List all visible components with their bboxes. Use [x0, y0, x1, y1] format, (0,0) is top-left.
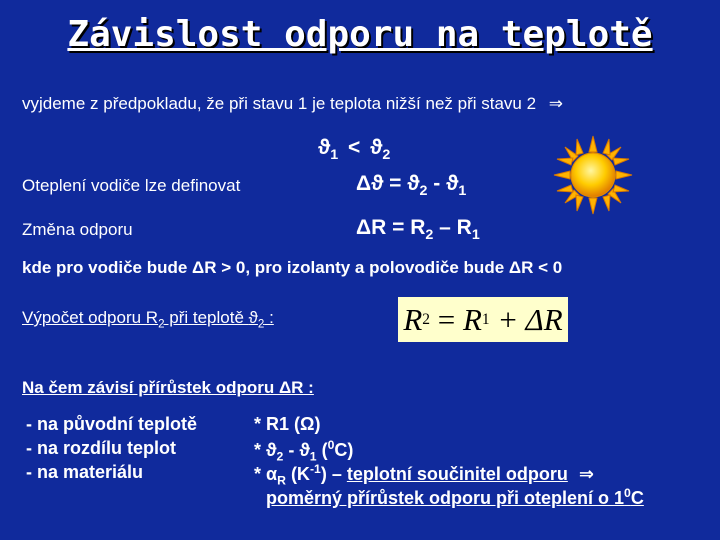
heating-equation: [356, 172, 466, 199]
implies-icon: ⇒: [578, 464, 594, 484]
temperature-condition: [318, 136, 390, 163]
formula-plus-delta: + ΔR: [489, 301, 563, 337]
delta-theta-prefix: Δϑ =: [356, 172, 408, 195]
list-item: - na původní teplotě: [26, 414, 197, 434]
factor-bullet: *: [254, 464, 267, 484]
factor-sub2: 2: [276, 449, 284, 464]
theta-symbol: ϑ: [299, 440, 310, 460]
condition-sub1: 1: [330, 147, 339, 164]
implies-icon: ⇒: [548, 94, 564, 113]
heating-sub2: 2: [419, 183, 428, 200]
delta-r-prefix: ΔR = R: [356, 216, 426, 239]
formula-r2-sub: 2: [422, 310, 430, 328]
definition-unit: C: [630, 488, 644, 508]
calc-heading: [22, 308, 274, 330]
resistance-change-label: Změna odporu: [22, 220, 133, 239]
formula-r2: R: [403, 301, 423, 337]
definition-text: poměrný přírůstek odporu při oteplení o 1: [266, 488, 625, 508]
calc-pre: Výpočet odporu R: [22, 308, 159, 327]
theta-symbol: ϑ: [446, 172, 459, 195]
alpha-symbol: α: [266, 464, 278, 484]
theta-symbol: ϑ: [248, 308, 258, 327]
theta-symbol: ϑ: [407, 172, 420, 195]
sun-icon: [552, 134, 634, 216]
resistance-change-equation: [356, 216, 480, 243]
coefficient-unit-exp: -1: [309, 462, 321, 476]
formula-box: [398, 297, 568, 342]
depends-heading: Na čem závisí přírůstek odporu ΔR :: [22, 378, 314, 397]
less-than-operator: <: [348, 136, 361, 159]
factor-resistance: * R1 (Ω): [254, 414, 321, 434]
coefficient-term: teplotní součinitel odporu: [346, 464, 568, 484]
factor-coefficient: [254, 462, 594, 488]
factor-degree: 0: [327, 438, 335, 452]
minus-r: – R: [433, 216, 472, 239]
heating-label: Oteplení vodiče lze definovat: [22, 176, 241, 195]
page-title: Závislost odporu na teplotě: [67, 14, 653, 55]
heating-sub1: 1: [458, 183, 467, 200]
condition-sub2: 2: [382, 147, 391, 164]
formula-equals: =: [430, 301, 463, 337]
coefficient-dash: ) –: [320, 464, 347, 484]
calc-mid: při teplotě: [164, 308, 249, 327]
alpha-sub: R: [277, 473, 286, 488]
factor-bullet: *: [254, 440, 267, 460]
calc-post: :: [264, 308, 274, 327]
factor-temperature-difference: [254, 438, 353, 464]
intro-text: vyjdeme z předpokladu, že při stavu 1 je teplota nižší než při stavu 2: [22, 94, 537, 113]
theta-symbol: ϑ: [370, 136, 383, 159]
resistance-sub2: 2: [425, 227, 434, 244]
list-item: - na materiálu: [26, 462, 144, 482]
intro-line: [22, 94, 563, 114]
factor-unit-close: C): [334, 440, 354, 460]
factor-unit-open: (: [316, 440, 328, 460]
coefficient-definition: [266, 486, 644, 509]
calc-t-sub: 2: [257, 318, 265, 331]
minus-sign: -: [427, 172, 447, 195]
factor-sub1: 1: [309, 449, 317, 464]
formula-r1: R: [462, 301, 482, 337]
list-item: - na rozdílu teplot: [26, 438, 176, 458]
resistance-sub1: 1: [471, 227, 480, 244]
factor-minus: -: [283, 440, 300, 460]
coefficient-unit-open: (K: [285, 464, 310, 484]
theta-symbol: ϑ: [318, 136, 331, 159]
calc-r-sub: 2: [158, 318, 165, 331]
definition-degree: 0: [624, 486, 631, 500]
sign-statement: kde pro vodiče bude ΔR > 0, pro izolanty a polovodiče bude ΔR < 0: [22, 258, 563, 277]
formula-r1-sub: 1: [481, 310, 490, 328]
theta-symbol: ϑ: [266, 440, 277, 460]
